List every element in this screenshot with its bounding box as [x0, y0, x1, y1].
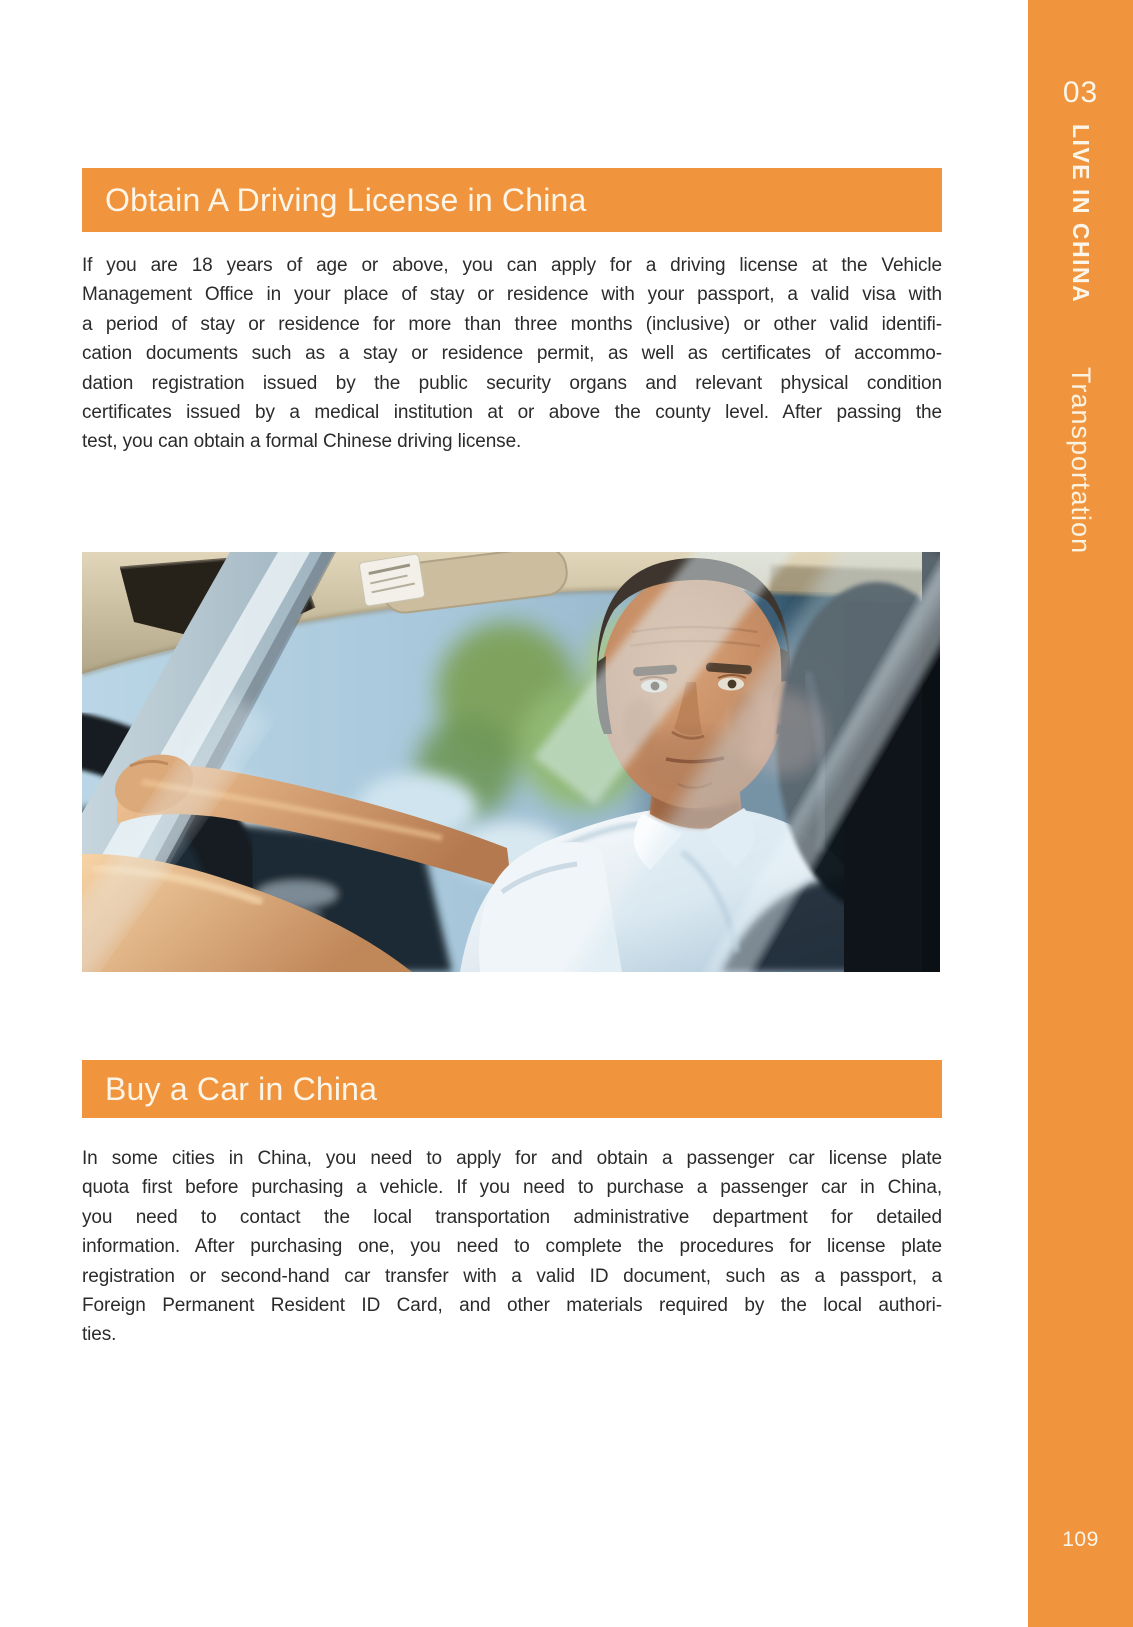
chapter-number: 03	[1062, 76, 1099, 109]
body-text-line: In some cities in China, you need to apply for and obtain a passenger car license plate	[82, 1148, 942, 1169]
page-number: 109	[1062, 1528, 1099, 1551]
section-title: Obtain A Driving License in China	[105, 181, 587, 218]
body-text-line: ties.	[82, 1324, 117, 1346]
body-text-line: a period of stay or residence for more than three months (inclusive) or other valid identifi-	[82, 313, 942, 335]
body-text-line: dation registration issued by the public security organs and relevant physical condition	[82, 372, 942, 394]
photo-permit-card	[359, 554, 425, 607]
body-text-line: quota first before purchasing a vehicle. If you need to purchase a passenger car in China,	[82, 1177, 942, 1199]
chapter-title-vertical: LIVE IN CHINA	[1068, 124, 1094, 304]
section-header-driving-license	[82, 168, 942, 232]
body-text-line: If you are 18 years of age or above, you can apply for a driving license at the Vehicle	[82, 255, 942, 276]
section-title: Buy a Car in China	[105, 1070, 378, 1107]
chapter-sidebar	[1028, 0, 1133, 1627]
section-label-vertical: Transportation	[1066, 367, 1096, 555]
photo-driver	[82, 552, 940, 972]
body-text-line: cation documents such as a stay or residence permit, as well as certificates of accommo-	[82, 343, 942, 365]
body-text-line: test, you can obtain a formal Chinese driving license.	[82, 431, 522, 453]
body-text-line: certificates issued by a medical institution at or above the county level. After passing the	[82, 402, 942, 424]
body-text-line: you need to contact the local transportation administrative department for detailed	[82, 1206, 942, 1228]
body-paragraph-driving-license	[82, 251, 942, 457]
body-paragraph-buy-car	[82, 1144, 942, 1350]
body-text-line: Management Office in your place of stay or residence with your passport, a valid visa with	[82, 284, 942, 306]
body-text-line: Foreign Permanent Resident ID Card, and other materials required by the local authori-	[82, 1295, 942, 1317]
body-text-line: registration or second-hand car transfer with a valid ID document, such as a passport, a	[82, 1265, 942, 1287]
body-text-line: information. After purchasing one, you need to complete the procedures for license plate	[82, 1236, 942, 1258]
section-header-buy-car	[82, 1060, 942, 1118]
